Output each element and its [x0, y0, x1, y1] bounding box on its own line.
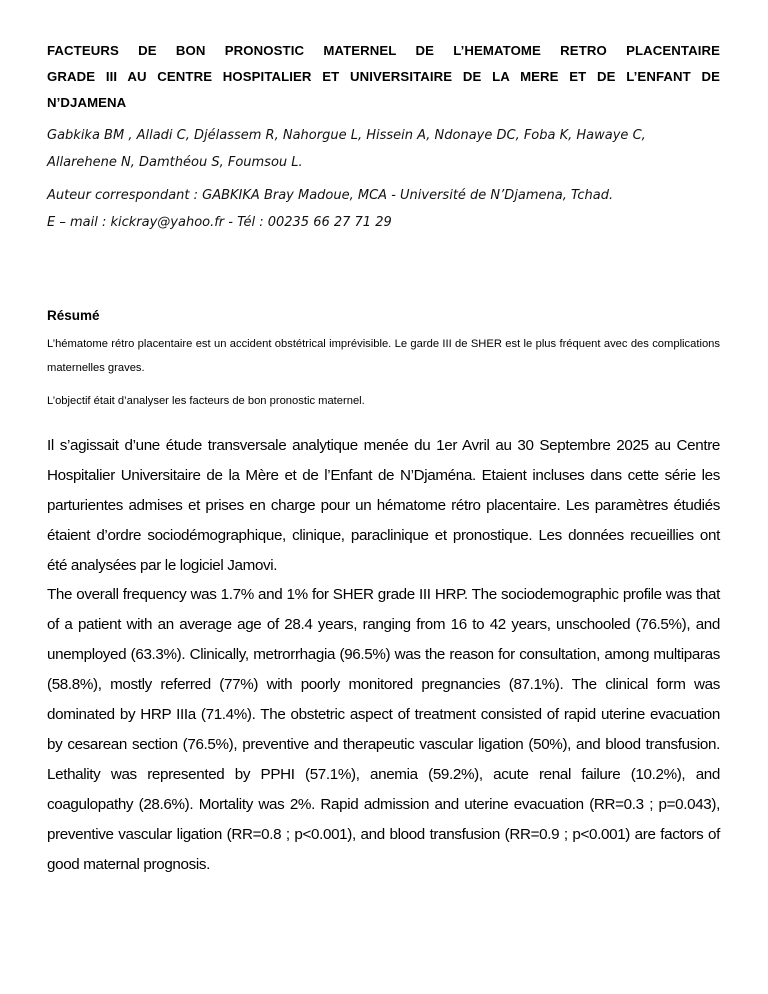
corresponding-author — [47, 182, 720, 236]
abstract-objective: L’objectif était d’analyser les facteurs de bon pronostic maternel. — [47, 395, 365, 407]
abstract-heading: Résumé — [47, 308, 100, 323]
contact-line: E – mail : kickray@yahoo.fr - Tél : 00235 66 27 71 29 — [47, 215, 392, 230]
title-line-1: FACTEURS DE BON PRONOSTIC MATERNEL DE L’HEMATOME RETRO PLACENTAIRE — [47, 43, 720, 58]
corresponding-author-line: Auteur correspondant : GABKIKA Bray Madoue, MCA - Université de N’Djamena, Tchad. — [47, 188, 614, 203]
author-list-line-1: Gabkika BM , Alladi C, Djélassem R, Nahorgue L, Hissein A, Ndonaye DC, Foba K, Hawaye C, — [47, 128, 646, 143]
title-line-3: N’DJAMENA — [47, 95, 127, 110]
abstract-intro: L’hématome rétro placentaire est un accident obstétrical imprévisible. Le garde III de SHER est le plus fréquent avec des complications maternelles graves. — [47, 338, 720, 374]
author-list — [47, 122, 720, 176]
abstract-methods: Il s’agissait d’une étude transversale analytique menée du 1er Avril au 30 Septembre 2025 au Centre Hospitalier Universitaire de la Mère et de l’Enfant de N’Djaména. Etaient incluses dans cette série les parturientes admises et prises en charge pour un hématome rétro placentaire. Les paramètres étudiés étaient d’ordre sociodémographique, clinique, paraclinique et pronostique. Les données recueillies ont été analysées par le logiciel Jamovi. — [47, 437, 720, 574]
abstract-results: The overall frequency was 1.7% and 1% for SHER grade III HRP. The sociodemographic profile was that of a patient with an average age of 28.4 years, ranging from 16 to 42 years, unschooled (76.5%), and unemployed (63.3%). Clinically, metrorrhagia (96.5%) was the reason for consultation, among multiparas (58.8%), mostly referred (77%) with poorly monitored pregnancies (87.1%). The clinical form was dominated by HRP IIIa (71.4%). The obstetric aspect of treatment consisted of rapid uterine evacuation by cesarean section (76.5%), preventive and therapeutic vascular ligation (50%), and blood transfusion. Lethality was represented by PPHI (57.1%), anemia (59.2%), acute renal failure (10.2%), and coagulopathy (28.6%). Mortality was 2%. Rapid admission and uterine evacuation (RR=0.3 ; p=0.043), preventive vascular ligation (RR=0.8 ; p<0.001), and blood transfusion (RR=0.9 ; p<0.001) are factors of good maternal prognosis. — [47, 586, 720, 873]
paper-title — [47, 38, 720, 116]
title-line-2: GRADE III AU CENTRE HOSPITALIER ET UNIVERSITAIRE DE LA MERE ET DE L’ENFANT DE — [47, 69, 720, 84]
author-list-line-2: Allarehene N, Damthéou S, Foumsou L. — [47, 155, 303, 170]
